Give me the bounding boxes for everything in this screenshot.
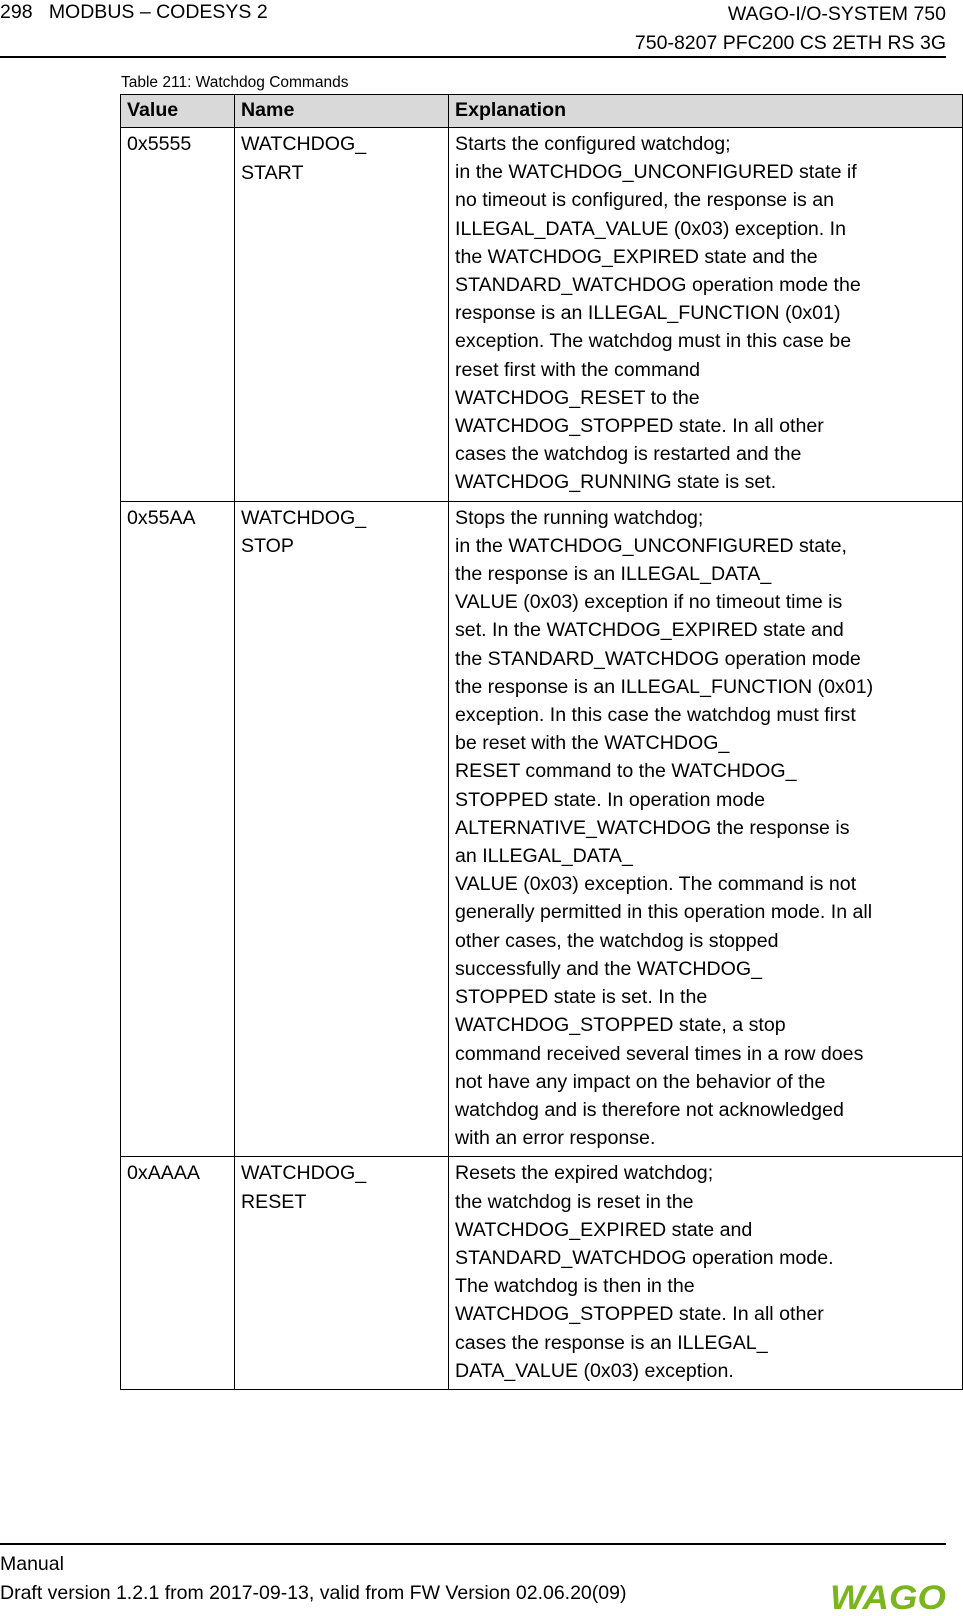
explanation-line: Resets the expired watchdog;	[455, 1162, 714, 1185]
explanation-line: the STANDARD_WATCHDOG operation mode	[455, 647, 861, 670]
command-value-cell: 0xAAAA	[121, 1157, 235, 1390]
wago-logo	[829, 1582, 947, 1612]
explanation-line: response is an ILLEGAL_FUNCTION (0x01)	[455, 302, 841, 325]
column-header-name: Name	[235, 95, 449, 128]
explanation-line: in the WATCHDOG_UNCONFIGURED state if	[455, 161, 857, 184]
explanation-line: RESET command to the WATCHDOG_	[455, 760, 797, 783]
explanation-line: the response is an ILLEGAL_FUNCTION (0x01)	[455, 675, 874, 698]
explanation-line: DATA_VALUE (0x03) exception.	[455, 1359, 734, 1382]
table-header-row	[121, 95, 963, 128]
explanation-line: WATCHDOG_STOPPED state, a stop	[455, 1014, 786, 1037]
command-name-cell	[235, 501, 449, 1157]
footer-draft-version: Draft version 1.2.1 from 2017-09-13, valid from FW Version 02.06.20(09)	[0, 1582, 627, 1604]
command-name-line: WATCHDOG_	[241, 1162, 367, 1185]
explanation-line: VALUE (0x03) exception if no timeout time is	[455, 591, 843, 614]
explanation-line: STOPPED state. In operation mode	[455, 788, 766, 811]
explanation-line: exception. The watchdog must in this case be	[455, 330, 852, 353]
table-row	[121, 501, 963, 1157]
explanation-line: an ILLEGAL_DATA_	[455, 845, 633, 868]
explanation-line: VALUE (0x03) exception. The command is not	[455, 873, 857, 896]
explanation-line: cases the watchdog is restarted and the	[455, 443, 802, 466]
command-explanation-cell	[449, 1157, 963, 1390]
explanation-line: WATCHDOG_STOPPED state. In all other	[455, 415, 824, 438]
explanation-line: STANDARD_WATCHDOG operation mode.	[455, 1246, 834, 1269]
column-header-value: Value	[121, 95, 235, 128]
explanation-line: no timeout is configured, the response is an	[455, 189, 835, 212]
product-line: WAGO-I/O-SYSTEM 750	[727, 3, 946, 25]
command-name-line: WATCHDOG_	[241, 506, 367, 529]
command-name-cell	[235, 128, 449, 502]
explanation-line: exception. In this case the watchdog must first	[455, 704, 856, 727]
explanation-line: WATCHDOG_EXPIRED state and	[455, 1218, 753, 1241]
explanation-line: be reset with the WATCHDOG_	[455, 732, 730, 755]
command-explanation-cell	[449, 501, 963, 1157]
page-number: 298	[0, 1, 33, 23]
column-header-explanation: Explanation	[449, 95, 963, 128]
command-value-cell: 0x5555	[121, 128, 235, 502]
watchdog-commands-table	[120, 94, 963, 1390]
explanation-line: the watchdog is reset in the	[455, 1190, 694, 1213]
explanation-line: generally permitted in this operation mode. In all	[455, 901, 873, 924]
explanation-line: STANDARD_WATCHDOG operation mode the	[455, 274, 861, 297]
header-rule	[0, 56, 946, 58]
explanation-line: in the WATCHDOG_UNCONFIGURED state,	[455, 534, 847, 557]
explanation-line: The watchdog is then in the	[455, 1275, 695, 1298]
explanation-line: WATCHDOG_RESET to the	[455, 386, 700, 409]
command-explanation-cell	[449, 128, 963, 502]
command-name-line: START	[241, 161, 304, 184]
explanation-line: ALTERNATIVE_WATCHDOG the response is	[455, 816, 850, 839]
table-row	[121, 128, 963, 502]
table-row	[121, 1157, 963, 1390]
wago-logo-text: WAGO	[830, 1582, 946, 1612]
explanation-line: the WATCHDOG_EXPIRED state and the	[455, 245, 818, 268]
explanation-line: ILLEGAL_DATA_VALUE (0x03) exception. In	[455, 217, 846, 240]
footer-manual-label: Manual	[0, 1553, 64, 1575]
explanation-line: with an error response.	[455, 1127, 656, 1150]
explanation-line: set. In the WATCHDOG_EXPIRED state and	[455, 619, 844, 642]
explanation-line: other cases, the watchdog is stopped	[455, 929, 779, 952]
footer-rule	[0, 1543, 946, 1545]
command-name-line: WATCHDOG_	[241, 133, 367, 155]
explanation-line: cases the response is an ILLEGAL_	[455, 1331, 768, 1354]
explanation-line: successfully and the WATCHDOG_	[455, 957, 763, 980]
page-header-right	[635, 0, 946, 58]
table-caption: Table 211: Watchdog Commands	[121, 74, 349, 91]
product-model: 750-8207 PFC200 CS 2ETH RS 3G	[634, 32, 946, 54]
explanation-line: Starts the configured watchdog;	[455, 133, 731, 155]
explanation-line: STOPPED state is set. In the	[455, 986, 708, 1009]
command-name-cell	[235, 1157, 449, 1390]
explanation-line: watchdog and is therefore not acknowledged	[455, 1098, 844, 1121]
explanation-line: WATCHDOG_RUNNING state is set.	[455, 471, 777, 494]
section-title: MODBUS – CODESYS 2	[48, 1, 268, 23]
command-value-cell: 0x55AA	[121, 501, 235, 1157]
command-name-line: STOP	[241, 535, 294, 558]
explanation-line: WATCHDOG_STOPPED state. In all other	[455, 1303, 824, 1326]
explanation-line: the response is an ILLEGAL_DATA_	[455, 563, 772, 586]
explanation-line: not have any impact on the behavior of the	[455, 1070, 826, 1093]
page-header-left	[0, 0, 268, 24]
explanation-line: Stops the running watchdog;	[455, 506, 704, 529]
command-name-line: RESET	[241, 1191, 307, 1214]
page-footer	[0, 1550, 626, 1608]
explanation-line: command received several times in a row does	[455, 1042, 864, 1065]
explanation-line: reset first with the command	[455, 358, 701, 381]
